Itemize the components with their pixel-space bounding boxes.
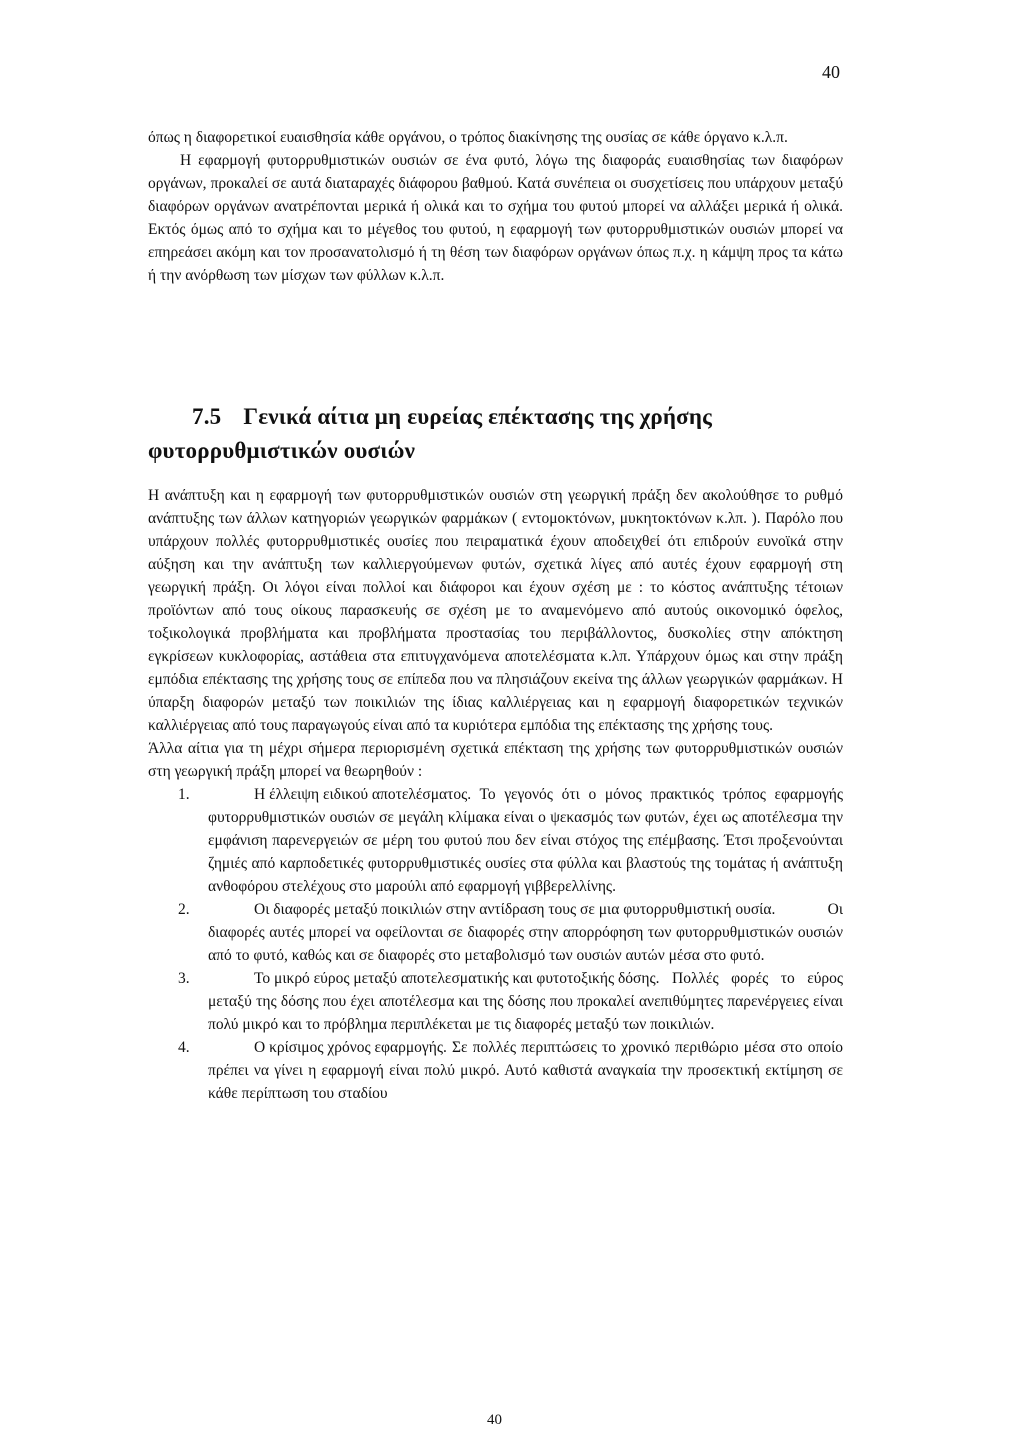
body-paragraph-2: Άλλα αίτια για τη μέχρι σήμερα περιορισμένη σχετικά επέκταση της χρήσης των φυτορρυθμιστικών ουσιών στη γεωργική πράξη μπορεί να θεωρηθούν : <box>148 740 843 780</box>
list-item-marker: 3. <box>178 970 190 987</box>
causes-list <box>148 783 843 1105</box>
list-item-marker: 1. <box>178 786 190 803</box>
list-item-text: Το γεγονός ότι ο μόνος πρακτικός τρόπος εφαρμογής φυτορρυθμιστικών ουσιών σε μεγάλη κλίμακα είναι ο ψεκασμός των φυτών, έχει ως αποτέλεσμα την εμφάνιση παρενεργειών σε μέρη του φυτού που δεν είναι στόχος της επέμβασης. Έτσι προξενούνται ζημιές από καρποδετικές φυτορρυθμιστικές ουσίες στα φύλλα και βλαστούς της τομάτας ή ανάπτυξη ανθοφόρου στελέχους στο μαρούλι από εφαρμογή γιββερελλίνης. <box>208 786 843 895</box>
list-item-title: Η έλλειψη ειδικού αποτελέσματος. <box>254 786 472 803</box>
list-item <box>148 967 843 1036</box>
list-item <box>148 898 843 967</box>
list-item <box>148 1036 843 1105</box>
intro-text <box>148 126 843 287</box>
list-item-title: Το μικρό εύρος μεταξύ αποτελεσματικής και φυτοτοξικής δόσης. <box>254 970 660 987</box>
page-number-top: 40 <box>822 62 840 82</box>
page-number-bottom: 40 <box>487 1412 502 1428</box>
body-paragraph-1: Η ανάπτυξη και η εφαρμογή των φυτορρυθμιστικών ουσιών στη γεωργική πράξη δεν ακολούθησε το ρυθμό ανάπτυξης των άλλων κατηγοριών γεωργικών φαρμάκων ( εντομοκτόνων, μυκητοκτόνων κ.λπ. ). Παρόλο που υπάρχουν πολλές φυτορρυθμιστικές ουσίες που πειραματικά έχουν αποδειχθεί ότι επιδρούν ευνοϊκά στην αύξηση και την ανάπτυξη των καλλιεργούμενων φυτών, σχετικά λίγες από αυτές έχουν εφαρμογή στη γεωργική πράξη. Οι λόγοι είναι πολλοί και διάφοροι και έχουν σχέση με : το κόστος ανάπτυξης τέτοιων προϊόντων από τους οίκους παρασκευής σε σχέση με το αναμενόμενο από αυτούς οικονομικό όφελος, τοξικολογικά προβλήματα και προβλήματα προστασίας του περιβάλλοντος, δυσκολίες στην απόκτηση εγκρίσεων κυκλοφορίας, αστάθεια στα επιτυγχανόμενα αποτελέσματα κ.λπ. Υπάρχουν όμως και στην πράξη εμπόδια επέκτασης της χρήσης τους σε επίπεδα που να πλησιάζουν εκείνα της άλλων γεωργικών φαρμάκων. Η ύπαρξη διαφορών μεταξύ των ποικιλιών της ίδιας καλλιέργειας και η εφαρμογή διαφορετικών τεχνικών καλλιέργειας από τους παραγωγούς είναι από τα κυριότερα εμπόδια της επέκτασης της χρήσης τους. <box>148 487 843 734</box>
section-body <box>148 484 843 1105</box>
section-number: 7.5 <box>192 404 222 429</box>
section-heading <box>148 400 843 468</box>
list-item-text: Σε πολλές περιπτώσεις το χρονικό περιθώριο μέσα στο οποίο πρέπει να γίνει η εφαρμογή είναι πολύ μικρό. Αυτό καθιστά αναγκαία την προσεκτική εκτίμηση σε κάθε περίπτωση του σταδίου <box>208 1039 843 1102</box>
list-item-title: Ο κρίσιμος χρόνος εφαρμογής. <box>254 1039 447 1056</box>
list-item <box>148 783 843 898</box>
list-item-text: Πολλές φορές το εύρος μεταξύ της δόσης που έχει αποτέλεσμα και της δόσης που προκαλεί ανεπιθύμητες παρενέργειες είναι πολύ μικρό και το πρόβλημα περιπλέκεται με τις διαφορές μεταξύ των ποικιλιών. <box>208 970 843 1033</box>
list-item-marker: 4. <box>178 1039 190 1056</box>
intro-paragraph-2: Η εφαρμογή φυτορρυθμιστικών ουσιών σε ένα φυτό, λόγω της διαφοράς ευαισθησίας των διαφόρων οργάνων, προκαλεί σε αυτά διαταραχές διάφορου βαθμού. Κατά συνέπεια οι συσχετίσεις που υπάρχουν μεταξύ διαφόρων οργάνων ανατρέπονται μερικά ή ολικά και το σχήμα του φυτού μπορεί να αλλάξει μερικά ή ολικά. Εκτός όμως από το σχήμα και το μέγεθος του φυτού, η εφαρμογή των φυτορρυθμιστικών ουσιών μπορεί να επηρεάσει ακόμη και τον προσανατολισμό ή τη θέση των διαφόρων οργάνων όπως π.χ. η κάμψη προς τα κάτω ή την ανόρθωση των μίσχων των φύλλων κ.λ.π. <box>148 152 843 284</box>
intro-paragraph-1: όπως η διαφορετικοί ευαισθησία κάθε οργάνου, ο τρόπος διακίνησης της ουσίας σε κάθε όργανο κ.λ.π. <box>148 129 788 146</box>
list-item-title: Οι διαφορές μεταξύ ποικιλιών στην αντίδραση τους σε μια φυτορρυθμιστική ουσία. <box>254 901 776 918</box>
list-item-text: Οι διαφορές αυτές μπορεί να οφείλονται σε διαφορές στην απορρόφηση των φυτορρυθμιστικών ουσιών από το φυτό, καθώς και σε διαφορές στο μεταβολισμό των ουσιών αυτών μέσα στο φυτό. <box>208 901 843 964</box>
section-title: Γενικά αίτια μη ευρείας επέκτασης της χρήσης φυτορρυθμιστικών ουσιών <box>148 404 713 463</box>
list-item-marker: 2. <box>178 901 190 918</box>
